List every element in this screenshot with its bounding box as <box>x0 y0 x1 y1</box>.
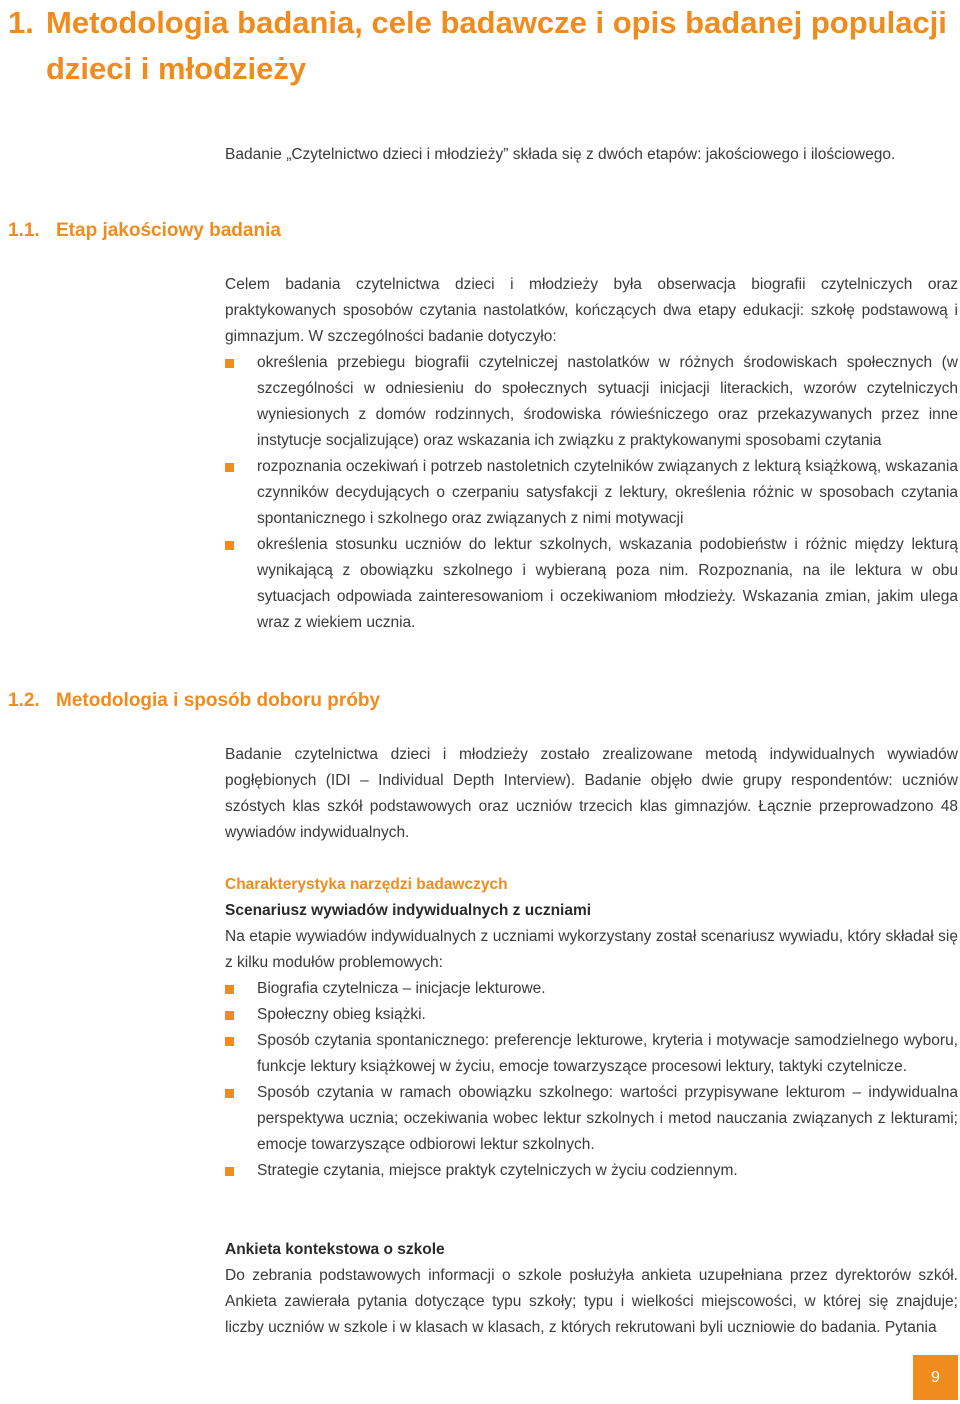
section-1-1-body <box>225 272 958 636</box>
square-bullet-icon <box>225 1089 234 1098</box>
list-item <box>225 532 958 636</box>
list-item <box>225 1158 958 1184</box>
section-1-1-paragraph: Celem badania czytelnictwa dzieci i młodzieży była obserwacja biografii czytelniczych oraz praktykowanych sposobów czytania nastolatków, kończących dwa etapy edukacji: szkołę podstawową i gimnazjum. W szczególności badanie dotyczyło: <box>225 276 958 345</box>
section-1-2-body <box>225 742 958 846</box>
survey-section <box>225 1237 958 1341</box>
list-item-text: Społeczny obieg książki. <box>257 1006 426 1023</box>
list-item-text: Strategie czytania, miejsce praktyk czytelniczych w życiu codziennym. <box>257 1162 738 1179</box>
square-bullet-icon <box>225 463 234 472</box>
chapter-number: 1. <box>8 5 34 40</box>
list-item <box>225 1080 958 1158</box>
tools-paragraph: Na etapie wywiadów indywidualnych z uczniami wykorzystany został scenariusz wywiadu, który składał się z kilku modułów problemowych: <box>225 928 958 971</box>
list-item <box>225 1002 958 1028</box>
list-item <box>225 976 958 1002</box>
list-item-text: określenia przebiegu biografii czytelniczej nastolatków w różnych środowiskach społecznych (w szczególności w odniesieniu do społecznych sytuacji inicjacji literackich, wzorów czytelniczych wyniesionych z domów rodzinnych, środowiska rówieśniczego oraz przekazywanych przez inne instytucje socjalizujące) oraz wskazania ich związku z praktykowanymi sposobami czytania <box>257 354 958 449</box>
square-bullet-icon <box>225 541 234 550</box>
page-number: 9 <box>913 1355 958 1400</box>
chapter-title-line2: dzieci i młodzieży <box>46 51 307 86</box>
list-item-text: Sposób czytania spontanicznego: preferencje lekturowe, kryteria i motywacje samodzielnego wyboru, funkcje lektury książkowej w życiu, emocje towarzyszące procesowi lektury, taktyki czytelnicze. <box>257 1032 958 1075</box>
list-item <box>225 454 958 532</box>
section-title: Metodologia i sposób doboru próby <box>56 690 381 711</box>
section-1-2-paragraph: Badanie czytelnictwa dzieci i młodzieży zostało zrealizowane metodą indywidualnych wywiadów pogłębionych (IDI – Individual Depth Interview). Badanie objęło dwie grupy respondentów: uczniów szóstych klas szkół podstawowych oraz uczniów trzecich klas gimnazjów. Łącznie przeprowadzono 48 wywiadów indywidualnych. <box>225 746 958 841</box>
square-bullet-icon <box>225 1037 234 1046</box>
tools-bullet-list <box>225 976 958 1184</box>
square-bullet-icon <box>225 1011 234 1020</box>
tools-subheading: Scenariusz wywiadów indywidualnych z uczniami <box>225 902 592 919</box>
section-heading-1-1 <box>8 218 281 244</box>
list-item-text: Biografia czytelnicza – inicjacje lekturowe. <box>257 980 546 997</box>
list-item-text: rozpoznania oczekiwań i potrzeb nastoletnich czytelników związanych z lekturą książkową, wskazania czynników decydujących o czerpaniu satysfakcji z lektury, określenia różnic w sposobach czytania spontanicznego i szkolnego oraz związanych z nimi motywacji <box>257 458 958 527</box>
list-item <box>225 1028 958 1080</box>
intro-paragraph: Badanie „Czytelnictwo dzieci i młodzieży” składa się z dwóch etapów: jakościowego i ilościowego. <box>225 146 896 163</box>
square-bullet-icon <box>225 1167 234 1176</box>
tools-section <box>225 872 958 1184</box>
square-bullet-icon <box>225 985 234 994</box>
square-bullet-icon <box>225 359 234 368</box>
tools-heading: Charakterystyka narzędzi badawczych <box>225 876 508 893</box>
survey-heading: Ankieta kontekstowa o szkole <box>225 1241 445 1258</box>
survey-paragraph: Do zebrania podstawowych informacji o szkole posłużyła ankieta uzupełniana przez dyrektorów szkół. Ankieta zawierała pytania dotyczące typu szkoły; typu i wielkości miejscowości, w której się znajduje; liczby uczniów w szkole i w klasach w klasach, z których rekrutowani byli uczniowie do badania. Pytania <box>225 1267 958 1336</box>
section-1-1-bullet-list <box>225 350 958 636</box>
section-title: Etap jakościowy badania <box>56 220 281 241</box>
section-number: 1.2. <box>8 690 40 711</box>
list-item-text: Sposób czytania w ramach obowiązku szkolnego: wartości przypisywane lekturom – indywidualna perspektywa ucznia; oczekiwania wobec lektur szkolnych i metod nauczania związanych z lekturami; emocje towarzyszące odbiorowi lektur szkolnych. <box>257 1084 958 1153</box>
section-heading-1-2 <box>8 688 380 714</box>
chapter-title-line1: Metodologia badania, cele badawcze i opis badanej populacji <box>46 5 947 40</box>
chapter-title <box>8 0 958 92</box>
list-item <box>225 350 958 454</box>
list-item-text: określenia stosunku uczniów do lektur szkolnych, wskazania podobieństw i różnic między lekturą wynikającą z obowiązku szkolnego i wybieraną poza nim. Rozpoznania, na ile lektura w obu sytuacjach odpowiada zainteresowaniom i oczekiwaniom młodzieży. Wskazania zmian, jakim ulega wraz z wiekiem ucznia. <box>257 536 958 631</box>
section-number: 1.1. <box>8 220 40 241</box>
